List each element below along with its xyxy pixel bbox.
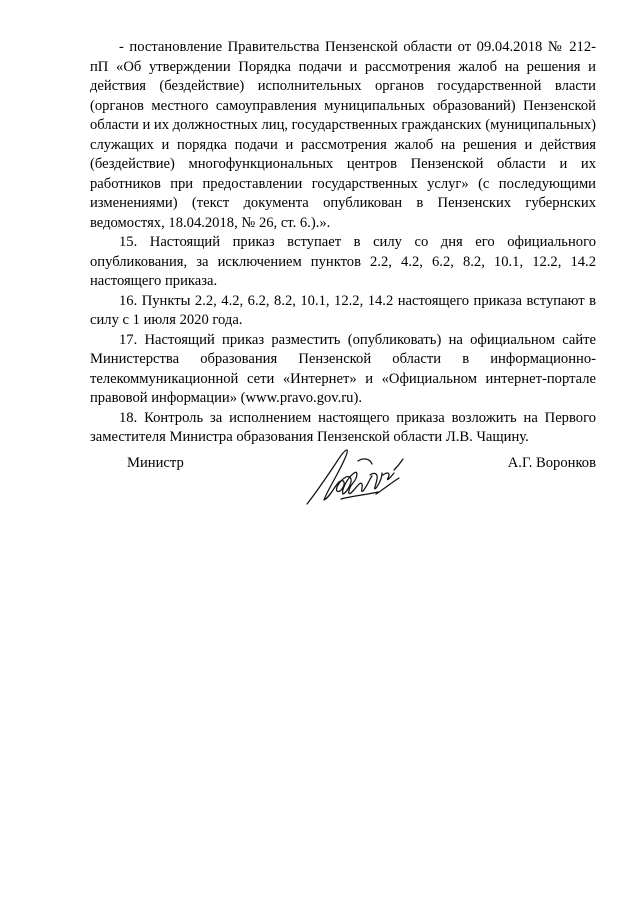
handwritten-signature-image [300,442,405,510]
paragraph-decree-reference: - постановление Правительства Пензенской области от 09.04.2018 № 212-пП «Об утверждении Порядка подачи и рассмотрения жалоб на решения и действия (бездействие) исполнительных органов государственной власти (органов местного самоуправления муниципальных образований) Пензенской области и их должностных лиц, государственных гражданских (муниципальных) служащих и порядка подачи и рассмотрения жалоб на решения и действия (бездействие) многофункциональных центров Пензенской области и их работников при предоставлении государственных услуг» (с последующими изменениями) (текст документа опубликован в Пензенских губернских ведомостях, 18.04.2018, № 26, ст. 6.).». [90,39,596,231]
paragraph-16: 16. Пункты 2.2, 4.2, 6.2, 8.2, 10.1, 12.2, 14.2 настоящего приказа вступают в силу с 1 июля 2020 года. [90,292,596,328]
signatory-title: Министр [127,455,184,471]
paragraph-17: 17. Настоящий приказ разместить (опубликовать) на официальном сайте Министерства образования Пензенской области в информационно-телекоммуникационной сети «Интернет» и «Официальном интернет-портале правовой информации» (www.pravo.gov.ru). [90,331,596,406]
paragraph-15: 15. Настоящий приказ вступает в силу со дня его официального опубликования, за исключением пунктов 2.2, 4.2, 6.2, 8.2, 10.1, 12.2, 14.2 настоящего приказа. [90,234,596,289]
signatory-name: А.Г. Воронков [507,455,596,471]
signature-block [90,446,596,506]
document-body [90,38,596,448]
paragraph-18: 18. Контроль за исполнением настоящего приказа возложить на Первого заместителя Министра образования Пензенской области Л.В. Чащину. [90,409,596,445]
